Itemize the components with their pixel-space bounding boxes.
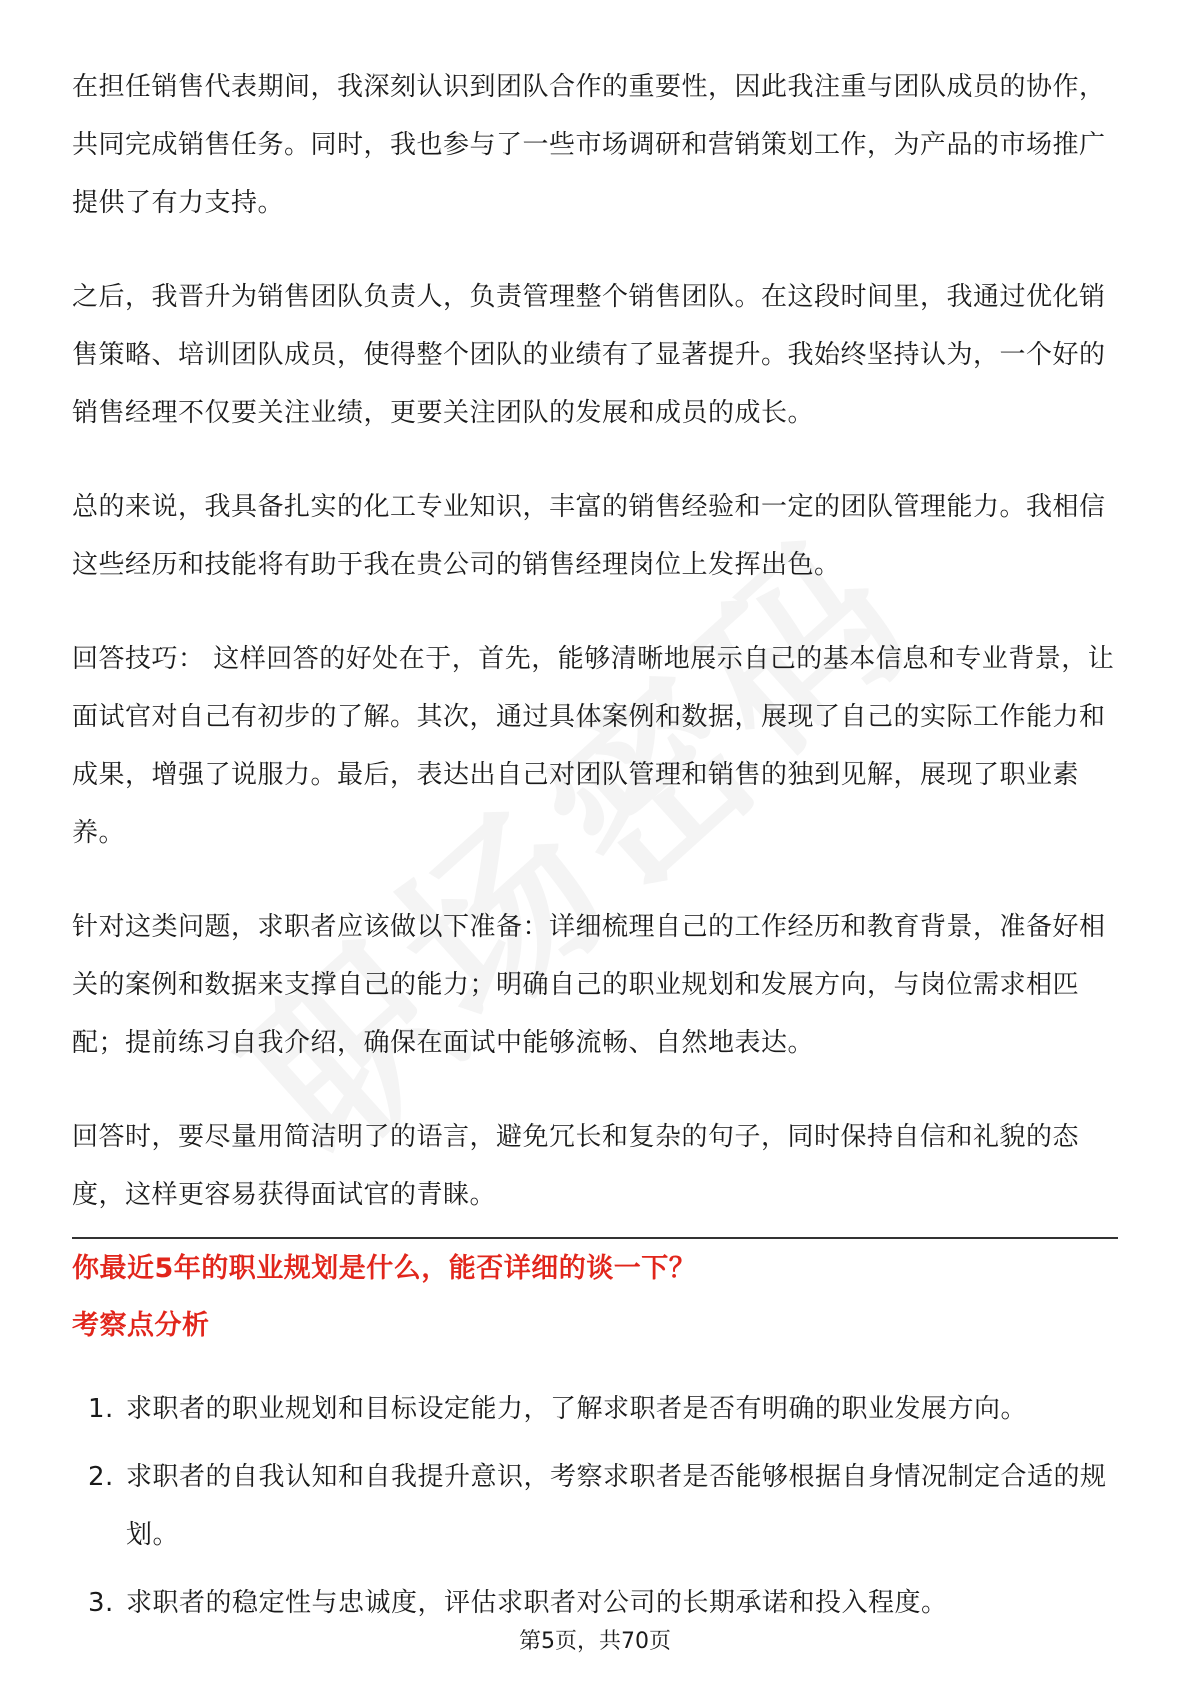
answer-tips-paragraph: 回答技巧： 这样回答的好处在于，首先，能够清晰地展示自己的基本信息和专业背景，让面试官对自己有初步的了解。其次，通过具体案例和数据，展现了自己的实际工作能力和成果，增强了说服力。最后，表达出自己对团队管理和销售的独到见解，展现了职业素养。 bbox=[72, 644, 1115, 848]
paragraph: 总的来说，我具备扎实的化工专业知识，丰富的销售经验和一定的团队管理能力。我相信这些经历和技能将有助于我在贵公司的销售经理岗位上发挥出色。 bbox=[72, 492, 1106, 580]
list-item bbox=[72, 1574, 1118, 1632]
list-number: 2. bbox=[88, 1462, 114, 1492]
list-item bbox=[72, 1448, 1118, 1564]
list-number: 1. bbox=[88, 1394, 114, 1424]
list-number: 3. bbox=[88, 1588, 114, 1618]
body-text bbox=[72, 58, 1118, 1260]
paragraph: 在担任销售代表期间，我深刻认识到团队合作的重要性，因此我注重与团队成员的协作，共同完成销售任务。同时，我也参与了一些市场调研和营销策划工作，为产品的市场推广提供了有力支持。 bbox=[72, 72, 1106, 218]
list-item bbox=[72, 1380, 1118, 1438]
list-item-text: 求职者的自我认知和自我提升意识，考察求职者是否能够根据自身情况制定合适的规划。 bbox=[126, 1462, 1107, 1550]
analysis-list bbox=[72, 1380, 1118, 1642]
paragraph: 针对这类问题，求职者应该做以下准备：详细梳理自己的工作经历和教育背景，准备好相关的案例和数据来支撑自己的能力；明确自己的职业规划和发展方向，与岗位需求相匹配；提前练习自我介绍，确保在面试中能够流畅、自然地表达。 bbox=[72, 912, 1106, 1058]
section-divider bbox=[72, 1237, 1118, 1239]
paragraph: 之后，我晋升为销售团队负责人，负责管理整个销售团队。在这段时间里，我通过优化销售策略、培训团队成员，使得整个团队的业绩有了显著提升。我始终坚持认为，一个好的销售经理不仅要关注业绩，更要关注团队的发展和成员的成长。 bbox=[72, 282, 1106, 428]
list-item-text: 求职者的职业规划和目标设定能力，了解求职者是否有明确的职业发展方向。 bbox=[126, 1394, 1028, 1424]
list-item-text: 求职者的稳定性与忠诚度，评估求职者对公司的长期承诺和投入程度。 bbox=[126, 1588, 948, 1618]
page-footer: 第5页，共70页 bbox=[519, 1629, 671, 1654]
analysis-heading: 考察点分析 bbox=[72, 1310, 210, 1341]
question-heading: 你最近5年的职业规划是什么，能否详细的谈一下？ bbox=[72, 1253, 697, 1284]
paragraph: 回答时，要尽量用简洁明了的语言，避免冗长和复杂的句子，同时保持自信和礼貌的态度，这样更容易获得面试官的青睐。 bbox=[72, 1122, 1080, 1210]
